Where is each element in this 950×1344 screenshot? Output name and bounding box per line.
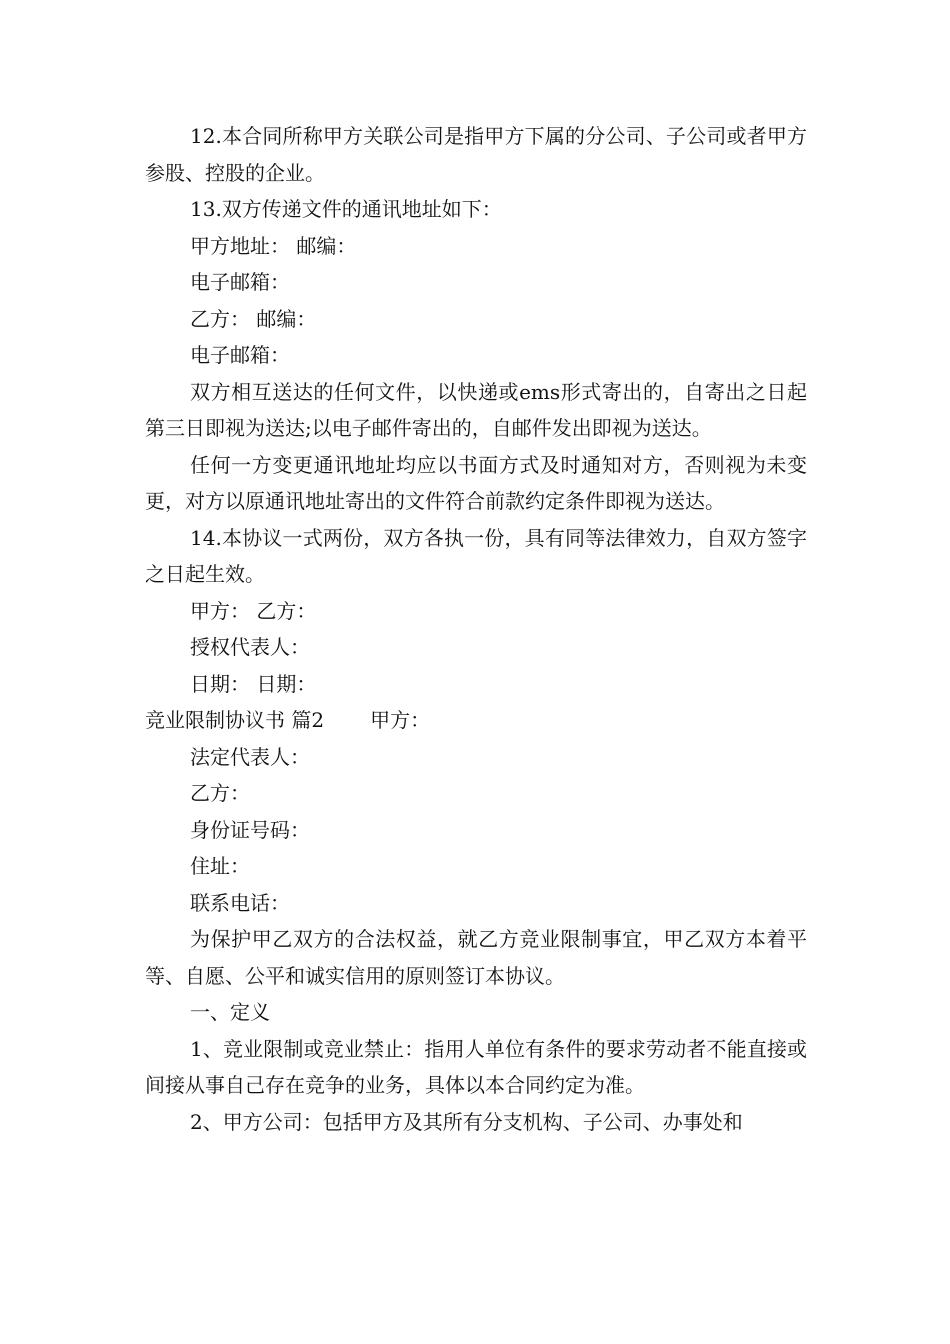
paragraph-delivery-rules: 双方相互送达的任何文件，以快递或ems形式寄出的，自寄出之日起第三日即视为送达;以电子邮件寄出的，自邮件发出即视为送达。 <box>145 379 807 440</box>
paragraph-definition-1: 1、竞业限制或竞业禁止：指用人单位有条件的要求劳动者不能直接或间接从事自己存在竞争的业务，具体以本合同约定为准。 <box>145 1036 807 1097</box>
paragraph-party-b-address: 乙方： 邮编： <box>190 306 317 331</box>
paragraph-address-change: 任何一方变更通讯地址均应以书面方式及时通知对方，否则视为未变更，对方以原通讯地址寄出的文件符合前款约定条件即视为送达。 <box>145 452 807 513</box>
paragraph-definitions-heading: 一、定义 <box>190 1000 270 1024</box>
paragraph-definition-2: 2、甲方公司：包括甲方及其所有分支机构、子公司、办事处和 <box>190 1109 743 1134</box>
paragraph-signature-dates: 日期： 日期： <box>190 671 317 696</box>
section-party-a: 甲方： <box>370 708 431 732</box>
paragraph-clause-12: 12.本合同所称甲方关联公司是指甲方下属的分公司、子公司或者甲方参股、控股的企业。 <box>145 124 807 185</box>
paragraph-party-b: 乙方： <box>190 781 250 805</box>
paragraph-purpose: 为保护甲乙双方的合法权益，就乙方竞业限制事宜，甲乙双方本着平等、自愿、公平和诚实信用的原则签订本协议。 <box>145 927 807 988</box>
paragraph-address: 住址： <box>190 854 250 878</box>
paragraph-clause-13: 13.双方传递文件的通讯地址如下： <box>190 197 502 221</box>
paragraph-party-a-address: 甲方地址： 邮编： <box>190 233 357 258</box>
document-body <box>145 118 807 1140</box>
paragraph-id-number: 身份证号码： <box>190 817 310 842</box>
paragraph-party-a-email: 电子邮箱： <box>190 270 290 294</box>
section-heading: 竞业限制协议书 篇2 <box>145 708 325 732</box>
paragraph-signature-parties: 甲方： 乙方： <box>190 598 317 623</box>
paragraph-authorized-representative: 授权代表人： <box>190 635 310 659</box>
paragraph-party-b-email: 电子邮箱： <box>190 343 290 367</box>
paragraph-phone: 联系电话： <box>190 890 290 915</box>
paragraph-legal-representative: 法定代表人： <box>190 744 310 769</box>
paragraph-clause-14: 14.本协议一式两份，双方各执一份，具有同等法律效力，自双方签字之日起生效。 <box>145 525 807 586</box>
section-heading-line <box>145 702 807 739</box>
